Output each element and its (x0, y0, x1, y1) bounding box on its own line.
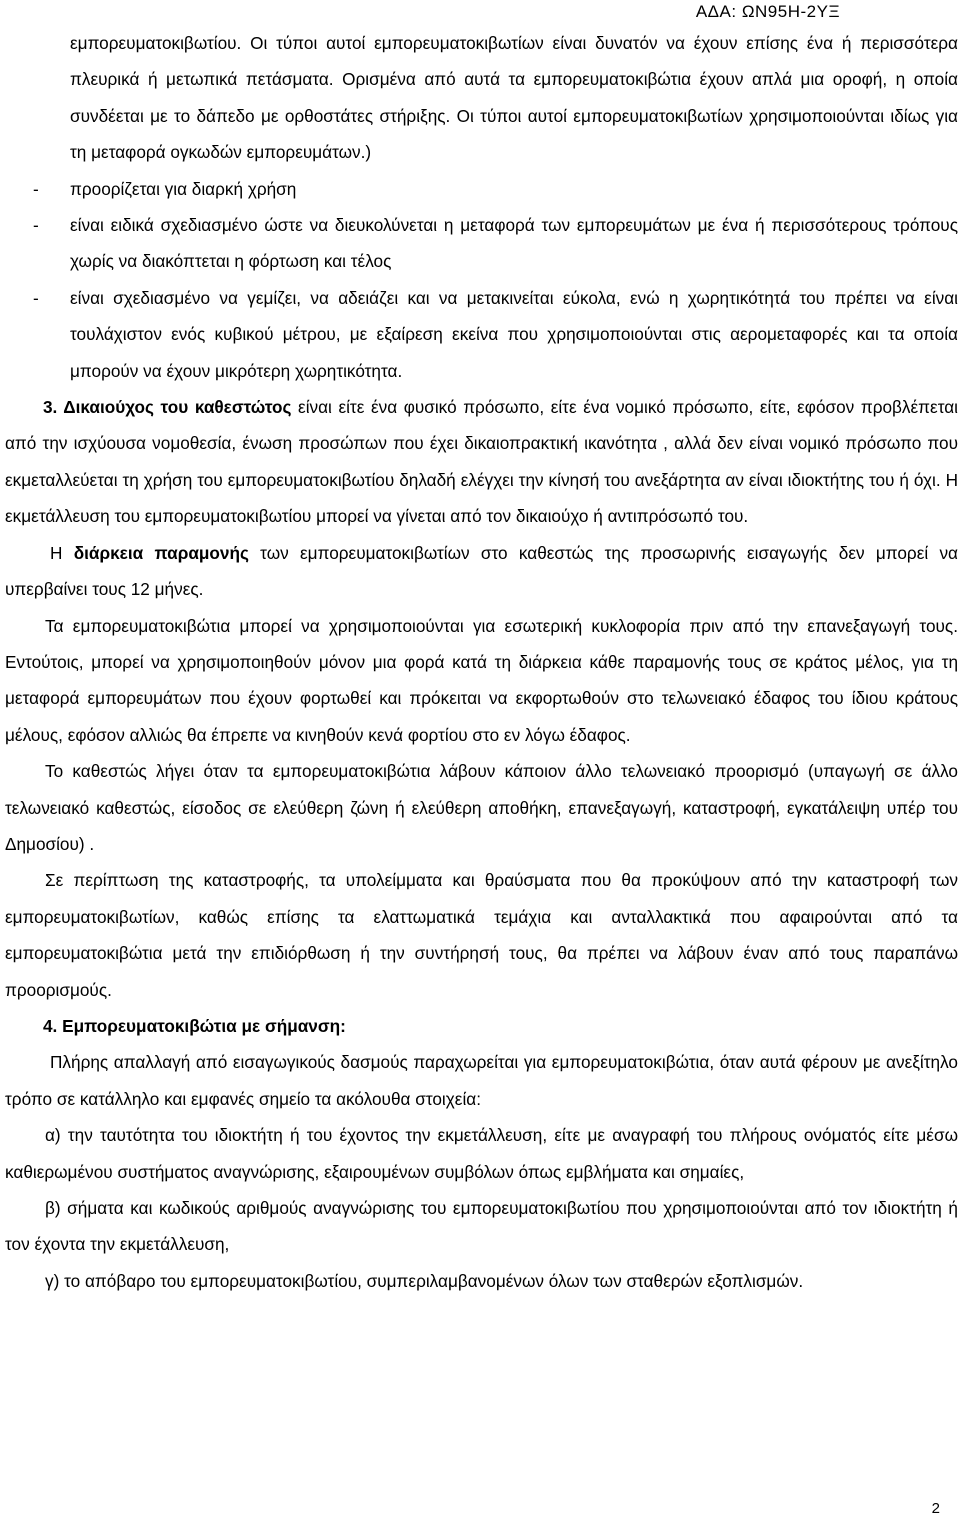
duration-text: των εμπορευματοκιβωτίων στο καθεστώς της προσωρινής εισαγωγής δεν μπορεί να υπερβαίνει τους 12 μήνες. (5, 542, 958, 600)
paragraph-item-b: β) σήματα και κωδικούς αριθμούς αναγνώρισης του εμπορευματοκιβωτίου που χρησιμοποιούνται από τον ιδιοκτήτη ή τον έχοντα την εκμετάλλευση, (5, 1198, 958, 1255)
paragraph-duration (5, 535, 958, 608)
duration-term: διάρκεια παραμονής (73, 542, 249, 563)
section-3-beneficiary (5, 389, 958, 535)
section-3-text: είναι είτε ένα φυσικό πρόσωπο, είτε ένα νομικό πρόσωπο, είτε, εφόσον προβλέπεται από την ισχύουσα νομοθεσία, ένωση προσώπων που έχει δικαιοπρακτική ικανότητα , αλλά δεν είναι νομικό πρόσωπο που εκμεταλλεύεται τη χρήση του εμπορευματοκιβωτίου δηλαδή ελέγχει την κίνησή του ανεξάρτητα αν είναι ιδιοκτήτης του ή όχι. Η εκμετάλλευση του εμπορευματοκιβωτίου μπορεί να γίνεται από τον δικαιούχο ή αντιπρόσωπό του. (5, 397, 958, 527)
ada-code: ΑΔΑ: ΩΝ95Η-2ΥΞ (695, 2, 840, 21)
paragraph-full-exemption: Πλήρης απαλλαγή από εισαγωγικούς δασμούς παραχωρείται για εμπορευματοκιβώτια, όταν αυτά φέρουν με ανεξίτηλο τρόπο σε κατάλληλο και εμφανές σημείο τα ακόλουθα στοιχεία: (5, 1052, 958, 1109)
paragraph-procedure-end: Το καθεστώς λήγει όταν τα εμπορευματοκιβώτια λάβουν κάποιον άλλο τελωνειακό προορισμό (υπαγωγή σε άλλο τελωνειακό καθεστώς, είσοδος σε ελεύθερη ζώνη ή ελεύθερη αποθήκη, επανεξαγωγή, καταστροφή, εγκατάλειψη υπέρ του Δημοσίου) . (5, 761, 958, 854)
list-item-transport-design (5, 207, 958, 280)
section-4-heading (5, 1008, 958, 1044)
list-item-text: είναι ειδικά σχεδιασμένο ώστε να διευκολύνεται η μεταφορά των εμπορευμάτων με ένα ή περισσότερους τρόπους χωρίς να διακόπτεται η φόρτωση και τέλος (70, 215, 958, 272)
list-dash: - (33, 178, 39, 199)
list-item-capacity (5, 280, 958, 389)
section-4-title: 4. Εμπορευματοκιβώτια με σήμανση: (43, 1015, 346, 1036)
section-3-title: Δικαιούχος του καθεστώτος (63, 397, 292, 418)
paragraph-destruction: Σε περίπτωση της καταστροφής, τα υπολείμματα και θραύσματα που θα προκύψουν από την καταστροφή των εμπορευματοκιβωτίων, καθώς επίσης τα ελαττωματικά τεμάχια και ανταλλακτικά που αφαιρούνται από τα εμπορευματοκιβώτια μετά την επιδιόρθωση ή την συντήρησή τους, θα πρέπει να λάβουν έναν από τους παραπάνω προορισμούς. (5, 870, 958, 1000)
page-number: 2 (931, 1500, 940, 1517)
list-item-text: προορίζεται για διαρκή χρήση (70, 178, 297, 199)
paragraph-item-c: γ) το απόβαρο του εμπορευματοκιβωτίου, συμπεριλαμβανομένων όλων των σταθερών εξοπλισμών. (45, 1270, 804, 1291)
list-dash: - (33, 215, 39, 236)
list-item-text: είναι σχεδιασμένο να γεμίζει, να αδειάζει και να μετακινείται εύκολα, ενώ η χωρητικότητά του πρέπει να είναι τουλάχιστον ενός κυβικού μέτρου, με εξαίρεση εκείνα που χρησιμοποιούνται στις αερομεταφορές και τα οποία μπορούν να έχουν μικρότερη χωρητικότητα. (70, 287, 958, 381)
paragraph-item-a: α) την ταυτότητα του ιδιοκτήτη ή του έχοντος την εκμετάλλευση, είτε με αναγραφή του πλήρους ονόματός είτε μέσω καθιερωμένου συστήματος αναγνώρισης, εξαιρουμένων συμβόλων όπως εμβλήματα και σημαίες, (5, 1125, 958, 1182)
section-3-number: 3. (43, 397, 64, 418)
list-item-durable-use (5, 171, 958, 207)
paragraph-container-types: εμπορευματοκιβωτίου. Οι τύποι αυτοί εμπορευματοκιβωτίων είναι δυνατόν να έχουν επίσης ένα ή περισσότερα πλευρικά ή μετωπικά πετάσματα. Ορισμένα από αυτά τα εμπορευματοκιβώτια έχουν απλά μια οροφή, η οποία συνδέεται με το δάπεδο με ορθοστάτες στήριξης. Οι τύποι αυτοί εμπορευματοκιβωτίων χρησιμοποιούνται ιδίως για τη μεταφορά ογκωδών εμπορευμάτων.) (70, 33, 958, 163)
list-dash: - (33, 287, 39, 308)
document-body (5, 25, 958, 1299)
paragraph-internal-traffic: Τα εμπορευματοκιβώτια μπορεί να χρησιμοποιούνται για εσωτερική κυκλοφορία πριν από την επανεξαγωγή τους. Εντούτοις, μπορεί να χρησιμοποιηθούν μόνον μια φορά κατά τη διάρκεια κάθε παραμονής τους σε κράτος μέλος, για τη μεταφορά εμπορευμάτων που έχουν φορτωθεί και πρόκειται να εκφορτωθούν στο τελωνειακό έδαφος του ίδιου κράτους μέλους, εφόσον αλλιώς θα έπρεπε να κινηθούν κενά φορτίου στο εν λόγω έδαφος. (5, 615, 958, 745)
duration-prefix: Η (50, 542, 74, 563)
